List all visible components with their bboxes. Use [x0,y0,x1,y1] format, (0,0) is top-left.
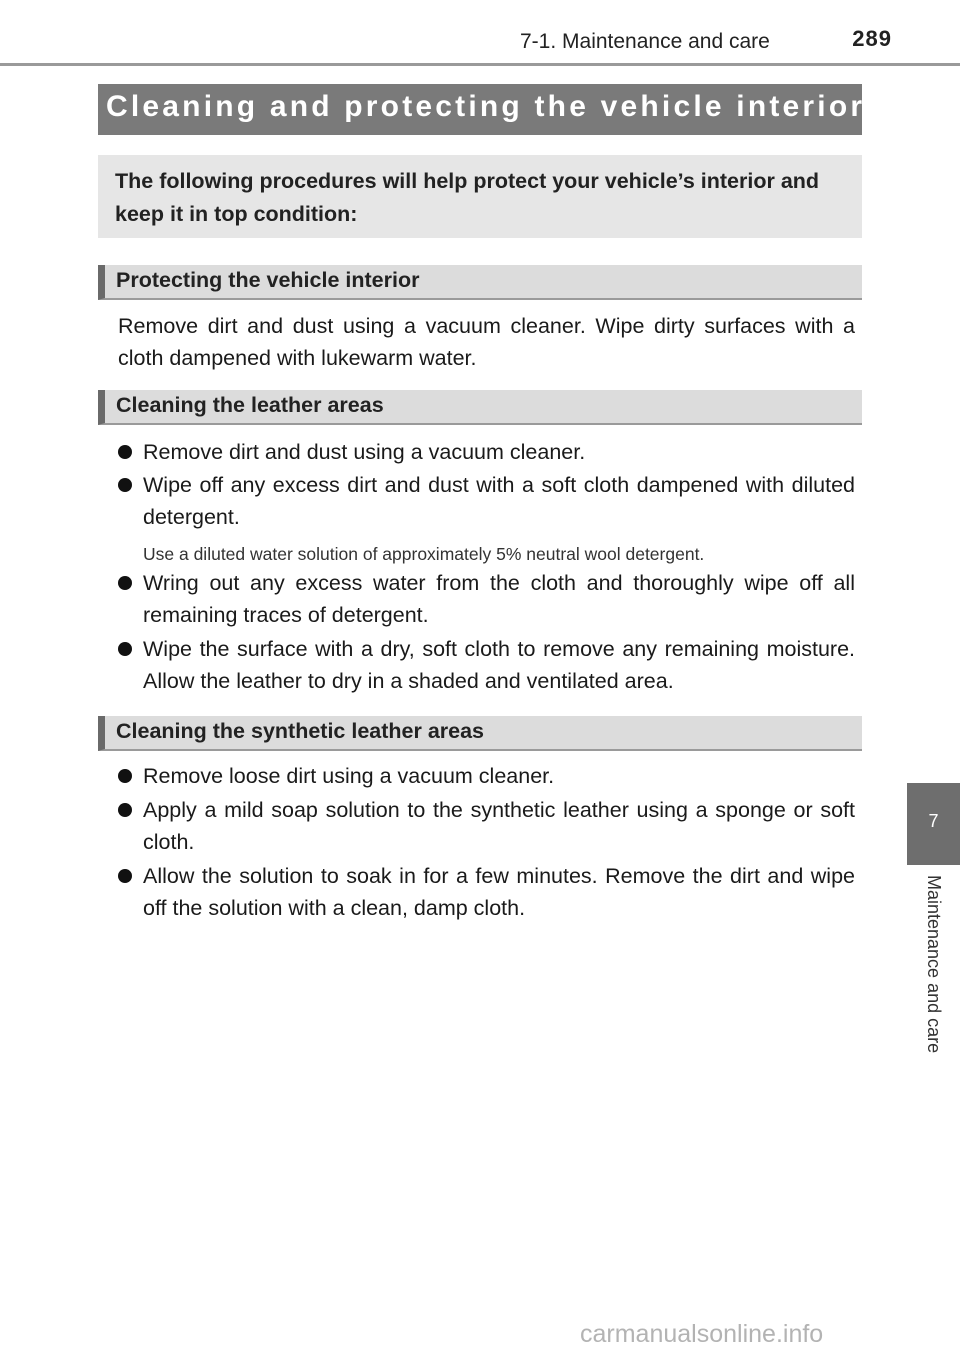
list-item [118,633,855,697]
page-number: 289 [852,26,892,51]
bullet-icon [118,803,132,817]
list-item-text: Remove loose dirt using a vacuum cleaner. [143,764,555,788]
intro-text: The following procedures will help protect your vehicle’s interior and keep it in top condition: [115,169,820,226]
bullet-icon [118,869,132,883]
list-item-text: Wring out any excess water from the cloth and thoroughly wipe off all remaining traces of detergent. [143,571,855,627]
note-text: Use a diluted water solution of approximately 5% neutral wool detergent. [143,544,705,564]
chapter-number: 7 [928,811,939,831]
list-item [118,860,855,924]
intro-box [98,155,862,238]
list-item [118,469,855,533]
list-item-text: Remove dirt and dust using a vacuum cleaner. [143,440,586,464]
section-heading-protecting-interior [98,265,862,300]
chapter-label-text: Maintenance and care [924,875,944,1054]
section-heading-synthetic-leather-areas [98,716,862,751]
list-item-text: Wipe the surface with a dry, soft cloth to remove any remaining moisture. Allow the leather to dry in a shaded and ventilated area. [143,637,855,693]
header-divider [0,63,960,66]
list-item-text: Apply a mild soap solution to the synthetic leather using a sponge or soft cloth. [143,798,855,854]
bullet-icon [118,576,132,590]
bullet-icon [118,642,132,656]
bullet-icon [118,478,132,492]
section-heading-text: Protecting the vehicle interior [116,268,420,292]
list-item [118,794,855,858]
chapter-side-label [915,875,955,1085]
watermark: carmanualsonline.info [580,1320,824,1348]
list-item-text: Allow the solution to soak in for a few minutes. Remove the dirt and wipe off the solution with a clean, damp cloth. [143,864,855,920]
section-heading-leather-areas [98,390,862,425]
list-item [118,760,855,792]
section-heading-text: Cleaning the leather areas [116,393,384,417]
list-item [118,567,855,631]
bullet-icon [118,769,132,783]
list-item-text: Wipe off any excess dirt and dust with a soft cloth dampened with diluted detergent. [143,473,855,529]
section-heading-text: Cleaning the synthetic leather areas [116,719,485,743]
section-paragraph: Remove dirt and dust using a vacuum cleaner. Wipe dirty surfaces with a cloth dampened with lukewarm water. [118,314,855,370]
bullet-icon [118,445,132,459]
list-item [118,436,855,468]
page-title: Cleaning and protecting the vehicle interior [106,90,866,123]
page-title-bar [98,84,866,135]
chapter-tab [907,783,960,865]
header-section-title: 7-1. Maintenance and care [520,30,770,53]
